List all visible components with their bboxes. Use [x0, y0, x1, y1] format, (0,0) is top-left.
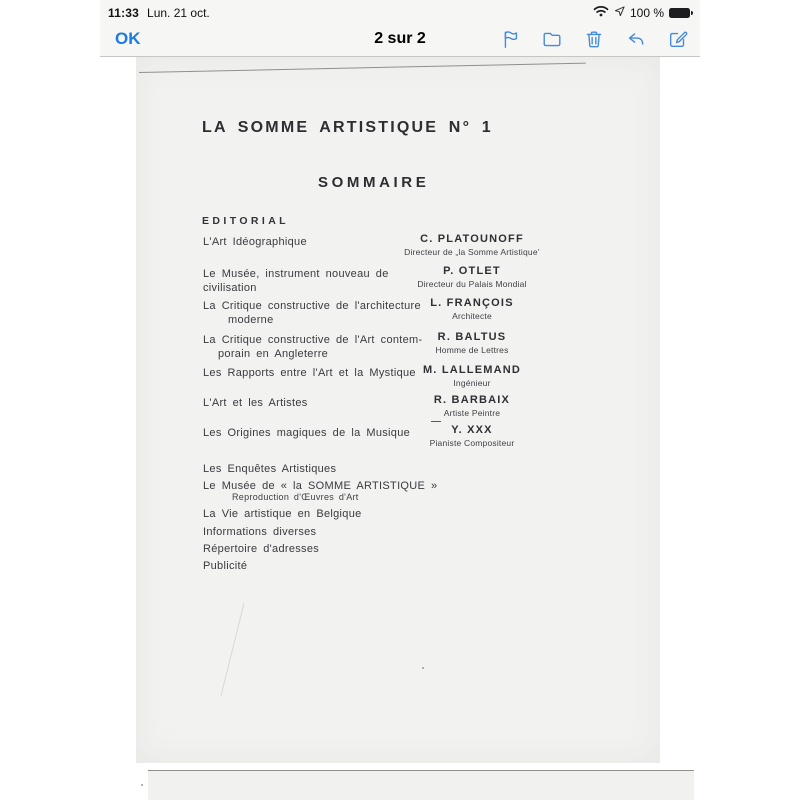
toolbar-actions: [499, 28, 689, 50]
toc-item: Publicité: [203, 560, 248, 572]
section-heading: EDITORIAL: [202, 215, 289, 227]
toc-entry-title: Les Rapports entre l'Art et la Mystique: [203, 367, 416, 379]
status-date: Lun. 21 oct.: [147, 5, 210, 20]
ok-button[interactable]: OK: [115, 29, 141, 48]
toc-entry-author: Y. XXX Pianiste Compositeur: [429, 424, 515, 448]
scan-speck: [422, 667, 424, 669]
toc-entry-author: R. BALTUS Homme de Lettres: [435, 331, 509, 355]
scan-edge-line: [139, 63, 586, 73]
toc-item: Les Enquêtes Artistiques: [203, 463, 337, 475]
folder-icon[interactable]: [541, 28, 563, 50]
document-view: [100, 57, 700, 800]
scan-speck: [141, 784, 143, 786]
header: [100, 0, 700, 57]
toc-item: La Vie artistique en Belgique: [203, 508, 362, 520]
toc-entry-author: R. BARBAIX Artiste Peintre: [433, 394, 511, 418]
mail-viewer-app: [100, 0, 700, 800]
scan-artifact-line: [431, 421, 441, 422]
toc-item-sub: Reproduction d'Œuvres d'Art: [232, 492, 359, 502]
toc-entry-author: C. PLATOUNOFF Directeur de „la Somme Artistique’: [404, 233, 540, 257]
toc-entry-title: L'Art Idéographique: [203, 236, 307, 248]
toc-entry-author: M. LALLEMAND Ingénieur: [422, 364, 522, 388]
wifi-icon: [593, 5, 609, 20]
location-icon: [614, 6, 625, 20]
flag-icon[interactable]: [499, 28, 521, 50]
battery-icon: [669, 8, 693, 18]
toc-item: Informations diverses: [203, 526, 317, 538]
toc-entry-title: L'Art et les Artistes: [203, 397, 308, 409]
document-title: LA SOMME ARTISTIQUE N° 1: [202, 119, 493, 136]
document-subtitle: SOMMAIRE: [318, 174, 430, 191]
scan-crease: [221, 603, 245, 695]
status-right-cluster: [593, 5, 693, 20]
next-page-edge: [148, 770, 694, 800]
compose-icon[interactable]: [667, 28, 689, 50]
toc-entry-title: Le Musée, instrument nouveau de civilisation: [203, 268, 389, 294]
trash-icon[interactable]: [583, 28, 605, 50]
page-indicator: 2 sur 2: [374, 30, 426, 47]
toc-item: Répertoire d'adresses: [203, 543, 320, 555]
scanned-page: [136, 57, 660, 763]
battery-percent: 100 %: [629, 5, 664, 20]
status-bar: [100, 0, 700, 22]
status-time: 11:33: [108, 5, 140, 20]
toc-entry-title: La Critique constructive de l'architecture moderne: [203, 300, 421, 326]
toc-entry-title: Les Origines magiques de la Musique: [203, 427, 411, 439]
mail-toolbar: [100, 22, 700, 56]
toc-entry-author: L. FRANÇOIS Architecte: [430, 297, 514, 321]
toc-entry-author: P. OTLET Directeur du Palais Mondial: [417, 265, 527, 289]
toc-item: Le Musée de « la SOMME ARTISTIQUE »: [203, 480, 438, 492]
reply-icon[interactable]: [625, 28, 647, 50]
toc-entry-title: La Critique constructive de l'Art contem- porain en Angleterre: [203, 334, 423, 360]
